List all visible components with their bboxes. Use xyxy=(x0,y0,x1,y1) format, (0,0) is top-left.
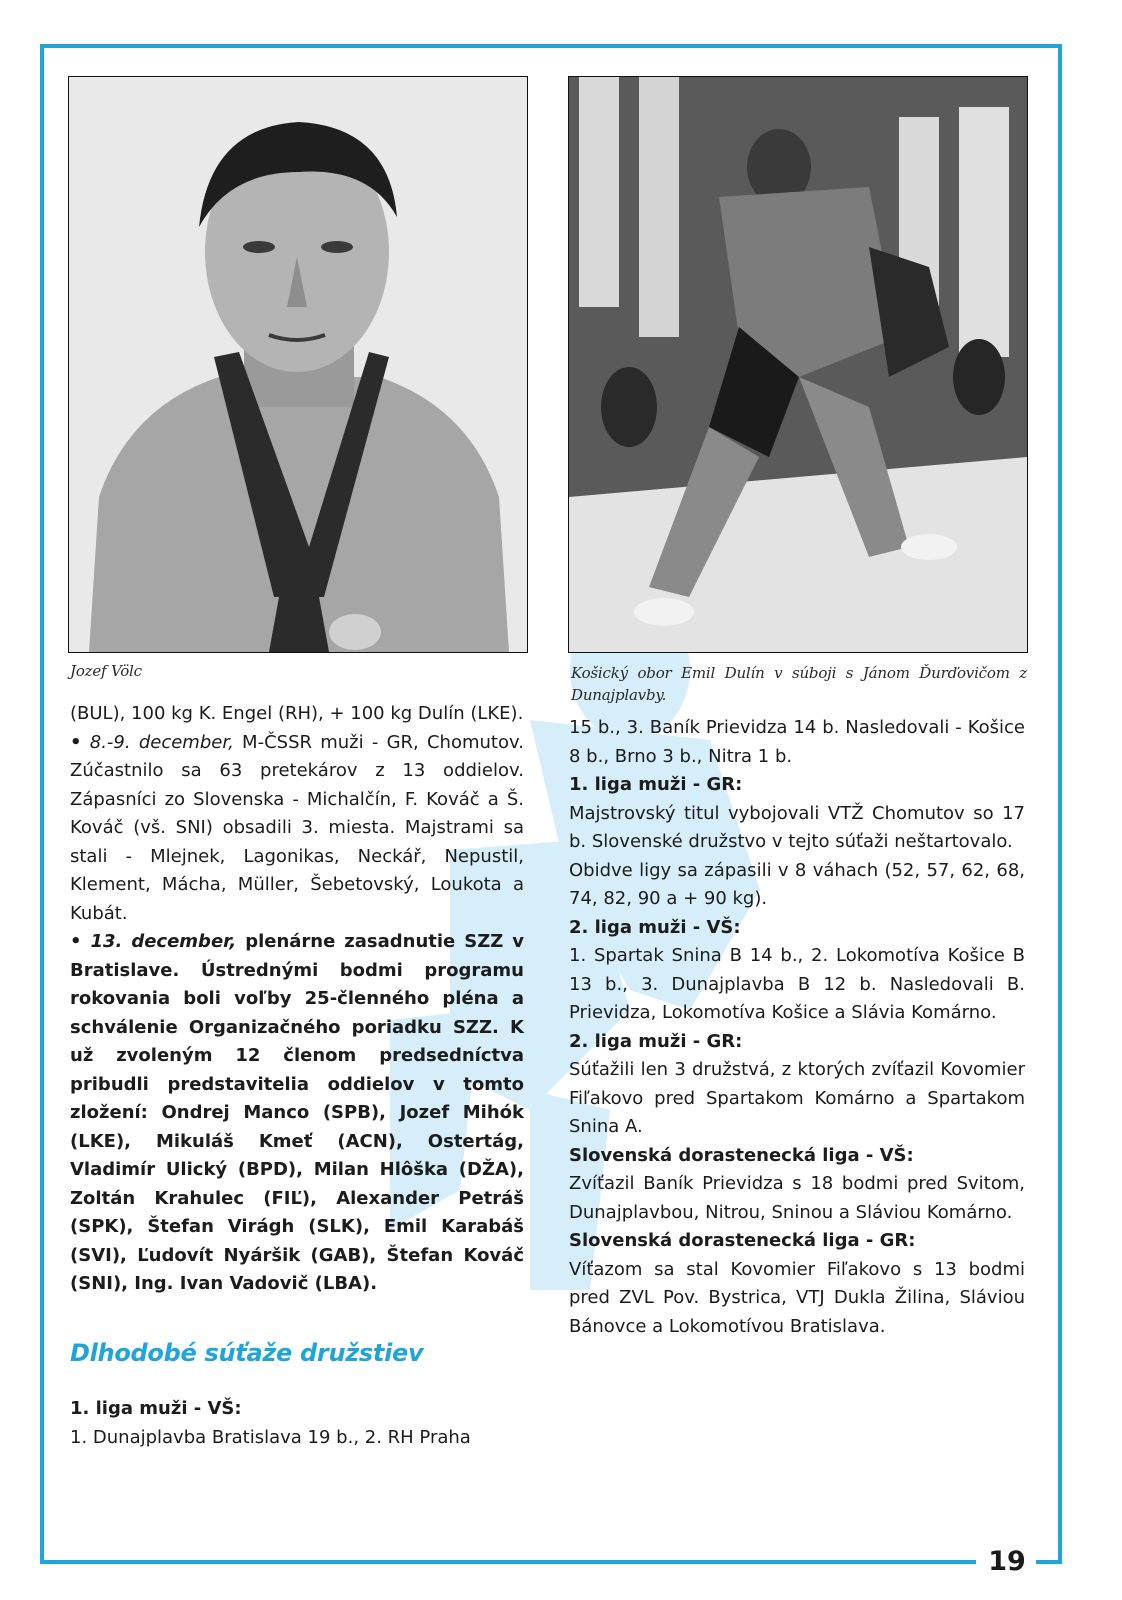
event-date: 8.-9. december, xyxy=(89,731,234,753)
league-results: Súťažili len 3 družstvá, z ktorých zvíťazil Kovomier Fiľakovo pred Spartakom Komárno a Spartakom Snina A. xyxy=(569,1059,1025,1137)
event-text: M-ČSSR muži - GR, Chomutov. Zúčastnilo sa 63 pretekárov z 13 oddielov. Zápasníci zo Slovenska - Michalčín, F. Kováč a Š. Kováč (vš. SNI) obsadili 3. miesta. Majstrami sa stali - Mlejnek, Lagonikas, Neckář, Nepustil, Klement, Mácha, Müller, Šebetovský, Loukota a Kubát. xyxy=(70,731,524,924)
page-number: 19 xyxy=(988,1546,1026,1577)
caption-left: Jozef Völc xyxy=(70,662,142,680)
photo-wrestling-match xyxy=(568,76,1028,653)
event-text: plenárne zasadnutie SZZ v Bratislave. Ústrednými bodmi programu rokovania boli voľby 25-členného pléna a schválenie Organizačného poriadku SZZ. K už zvoleným 12 členom predsedníctva pribudli predstavitelia oddielov v tomto zložení: Ondrej Manco (SPB), Jozef Mihók (LKE), Mikuláš Kmeť (ACN), Ostertág, Vladimír Ulický (BPD), Milan Hlôška (DŽA), Zoltán Krahulec (FIĽ), Alexander Petráš (SPK), Štefan Virágh (SLK), Emil Karabáš (SVI), Ľudovít Nyáršik (GAB), Štefan Kováč (SNI), Ing. Ivan Vadovič (LBA). xyxy=(70,931,524,1294)
league-results: 15 b., 3. Baník Prievidza 14 b. Nasledovali - Košice 8 b., Brno 3 b., Nitra 1 b. xyxy=(569,717,1025,767)
left-text-column xyxy=(70,700,524,1452)
bullet: • xyxy=(70,931,82,952)
league-title: 2. liga muži - GR: xyxy=(569,1030,743,1052)
paragraph-results-continued: (BUL), 100 kg K. Engel (RH), + 100 kg Dulín (LKE). xyxy=(70,703,524,724)
league-title: 1. liga muži - GR: xyxy=(569,774,743,795)
league-results: 1. Dunajplavba Bratislava 19 b., 2. RH Praha xyxy=(70,1426,471,1448)
league-title: Slovenská dorastenecká liga - GR: xyxy=(569,1230,916,1251)
right-text-column xyxy=(569,714,1025,1341)
weights-note: Obidve ligy sa zápasili v 8 váhach (52, 57, 62, 68, 74, 82, 90 a + 90 kg). xyxy=(569,859,1025,909)
section-heading: Dlhodobé súťaže družstiev xyxy=(70,1338,424,1367)
paragraph-plenary-session xyxy=(70,928,524,1299)
league-title: Slovenská dorastenecká liga - VŠ: xyxy=(569,1144,914,1166)
league-title: 2. liga muži - VŠ: xyxy=(569,916,741,938)
bullet: • xyxy=(70,731,82,753)
league-results: Víťazom sa stal Kovomier Fiľakovo s 13 bodmi pred ZVL Pov. Bystrica, VTJ Dukla Žilina, Sláviou Bánovce a Lokomotívou Bratislava. xyxy=(569,1258,1025,1337)
league-title: 1. liga muži - VŠ: xyxy=(70,1398,242,1419)
caption-right: Košický obor Emil Dulín v súboji s Jánom Ďurďovičom z Dunajplavby. xyxy=(571,664,1027,704)
paragraph-championship-chomutov xyxy=(70,729,524,929)
event-date: 13. december, xyxy=(90,931,237,952)
league-results: Zvíťazil Baník Prievidza s 18 bodmi pred Svitom, Dunajplavbou, Nitrou, Sninou a Sláviou Komárno. xyxy=(569,1173,1025,1223)
league-results: Majstrovský titul vybojovali VTŽ Chomutov so 17 b. Slovenské družstvo v tejto súťaži neštartovalo. xyxy=(569,802,1025,852)
photo-portrait xyxy=(68,76,528,653)
league-results: 1. Spartak Snina B 14 b., 2. Lokomotíva Košice B 13 b., 3. Dunajplavba B 12 b. Nasledovali B. Prievidza, Lokomotíva Košice a Slávia Komárno. xyxy=(569,945,1025,1023)
